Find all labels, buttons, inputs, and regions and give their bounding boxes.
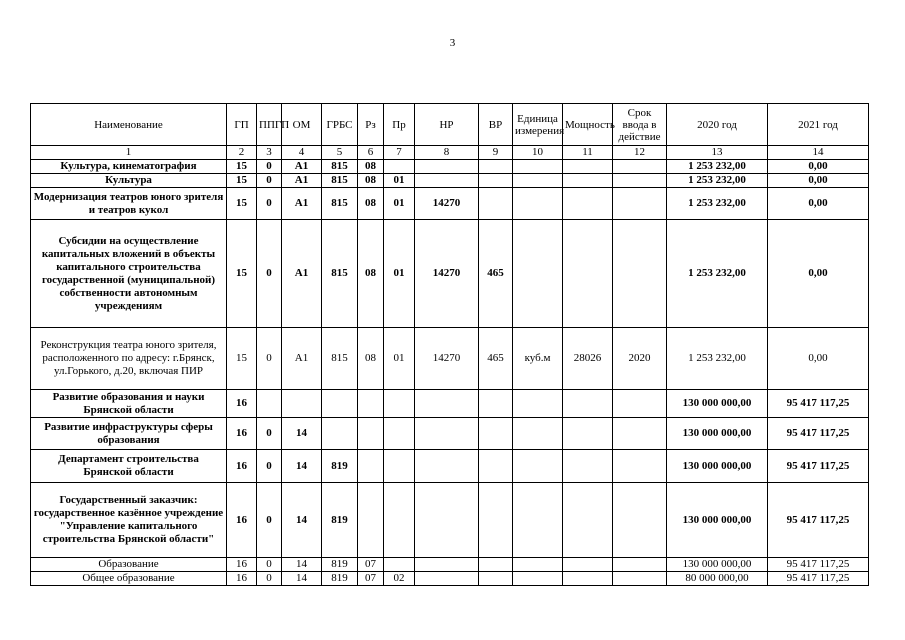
header-term: Срок ввода в действие bbox=[613, 104, 667, 146]
table-row bbox=[31, 160, 869, 174]
row-name: Субсидии на осуществление капитальных вложений в объекты капитального строительства государственной (муниципальной) собственности автономным учреждениям bbox=[31, 220, 227, 328]
row-capacity bbox=[563, 160, 613, 174]
row-gp: 16 bbox=[227, 572, 257, 586]
row-om: 14 bbox=[282, 558, 322, 572]
row-grbs: 815 bbox=[322, 174, 358, 188]
row-unit bbox=[513, 450, 563, 483]
row-unit bbox=[513, 160, 563, 174]
row-pr: 01 bbox=[384, 174, 415, 188]
row-2021: 95 417 117,25 bbox=[768, 390, 869, 418]
row-grbs: 819 bbox=[322, 558, 358, 572]
row-capacity bbox=[563, 558, 613, 572]
header-nr: НР bbox=[415, 104, 479, 146]
row-pr bbox=[384, 483, 415, 558]
row-name: Культура, кинематография bbox=[31, 160, 227, 174]
row-2020: 1 253 232,00 bbox=[667, 220, 768, 328]
page-number: 3 bbox=[449, 37, 456, 49]
table-row bbox=[31, 450, 869, 483]
header-unit: Единица измерения bbox=[513, 104, 563, 146]
row-rz bbox=[358, 390, 384, 418]
header-grbs: ГРБС bbox=[322, 104, 358, 146]
row-2020: 130 000 000,00 bbox=[667, 450, 768, 483]
row-ppgp: 0 bbox=[257, 328, 282, 390]
row-2020: 1 253 232,00 bbox=[667, 328, 768, 390]
row-unit bbox=[513, 220, 563, 328]
row-pr bbox=[384, 418, 415, 450]
row-ppgp: 0 bbox=[257, 160, 282, 174]
row-2020: 1 253 232,00 bbox=[667, 174, 768, 188]
row-term bbox=[613, 160, 667, 174]
row-ppgp bbox=[257, 390, 282, 418]
row-nr bbox=[415, 450, 479, 483]
row-vr bbox=[479, 558, 513, 572]
row-vr bbox=[479, 188, 513, 220]
row-2021: 0,00 bbox=[768, 220, 869, 328]
row-term bbox=[613, 188, 667, 220]
row-ppgp: 0 bbox=[257, 572, 282, 586]
row-term bbox=[613, 418, 667, 450]
column-number: 13 bbox=[667, 146, 768, 160]
row-2021: 95 417 117,25 bbox=[768, 483, 869, 558]
row-grbs: 819 bbox=[322, 572, 358, 586]
column-number: 7 bbox=[384, 146, 415, 160]
row-ppgp: 0 bbox=[257, 220, 282, 328]
row-gp: 16 bbox=[227, 483, 257, 558]
row-vr bbox=[479, 450, 513, 483]
row-nr bbox=[415, 390, 479, 418]
row-rz bbox=[358, 418, 384, 450]
row-gp: 15 bbox=[227, 160, 257, 174]
row-2021: 0,00 bbox=[768, 174, 869, 188]
row-om: 14 bbox=[282, 483, 322, 558]
row-name: Реконструкция театра юного зрителя, расположенного по адресу: г.Брянск, ул.Горького, д.20, включая ПИР bbox=[31, 328, 227, 390]
row-capacity bbox=[563, 572, 613, 586]
row-nr bbox=[415, 174, 479, 188]
row-pr: 01 bbox=[384, 188, 415, 220]
row-om: 14 bbox=[282, 572, 322, 586]
row-pr bbox=[384, 160, 415, 174]
row-ppgp: 0 bbox=[257, 418, 282, 450]
row-nr bbox=[415, 558, 479, 572]
row-rz bbox=[358, 483, 384, 558]
row-gp: 15 bbox=[227, 188, 257, 220]
header-row bbox=[31, 104, 869, 146]
header-gp: ГП bbox=[227, 104, 257, 146]
header-capacity: Мощность bbox=[563, 104, 613, 146]
row-pr: 01 bbox=[384, 328, 415, 390]
header-rz: Рз bbox=[358, 104, 384, 146]
row-gp: 16 bbox=[227, 418, 257, 450]
row-capacity bbox=[563, 174, 613, 188]
row-rz: 08 bbox=[358, 160, 384, 174]
row-rz: 08 bbox=[358, 188, 384, 220]
row-unit bbox=[513, 572, 563, 586]
column-number: 12 bbox=[613, 146, 667, 160]
row-vr bbox=[479, 572, 513, 586]
row-grbs: 815 bbox=[322, 220, 358, 328]
row-term: 2020 bbox=[613, 328, 667, 390]
row-name: Общее образование bbox=[31, 572, 227, 586]
table-row bbox=[31, 174, 869, 188]
row-nr: 14270 bbox=[415, 188, 479, 220]
row-nr bbox=[415, 160, 479, 174]
row-2020: 80 000 000,00 bbox=[667, 572, 768, 586]
table-row bbox=[31, 572, 869, 586]
table-row bbox=[31, 220, 869, 328]
row-2020: 130 000 000,00 bbox=[667, 390, 768, 418]
row-2020: 130 000 000,00 bbox=[667, 418, 768, 450]
row-ppgp: 0 bbox=[257, 450, 282, 483]
row-om: 14 bbox=[282, 418, 322, 450]
row-rz: 08 bbox=[358, 328, 384, 390]
row-2020: 1 253 232,00 bbox=[667, 160, 768, 174]
row-om: 14 bbox=[282, 450, 322, 483]
row-grbs: 815 bbox=[322, 188, 358, 220]
row-2021: 95 417 117,25 bbox=[768, 558, 869, 572]
row-2021: 95 417 117,25 bbox=[768, 418, 869, 450]
row-name: Образование bbox=[31, 558, 227, 572]
row-capacity: 28026 bbox=[563, 328, 613, 390]
row-ppgp: 0 bbox=[257, 558, 282, 572]
row-grbs: 815 bbox=[322, 328, 358, 390]
row-term bbox=[613, 572, 667, 586]
column-number: 4 bbox=[282, 146, 322, 160]
row-vr bbox=[479, 483, 513, 558]
row-nr: 14270 bbox=[415, 220, 479, 328]
row-gp: 15 bbox=[227, 220, 257, 328]
table-row bbox=[31, 188, 869, 220]
row-2021: 0,00 bbox=[768, 328, 869, 390]
row-capacity bbox=[563, 450, 613, 483]
row-vr: 465 bbox=[479, 220, 513, 328]
row-term bbox=[613, 174, 667, 188]
row-vr bbox=[479, 174, 513, 188]
row-name: Развитие образования и науки Брянской области bbox=[31, 390, 227, 418]
row-om: А1 bbox=[282, 160, 322, 174]
row-unit bbox=[513, 558, 563, 572]
row-name: Культура bbox=[31, 174, 227, 188]
row-term bbox=[613, 220, 667, 328]
row-pr bbox=[384, 558, 415, 572]
column-number: 10 bbox=[513, 146, 563, 160]
table-row bbox=[31, 328, 869, 390]
row-name: Департамент строительства Брянской области bbox=[31, 450, 227, 483]
row-capacity bbox=[563, 483, 613, 558]
row-unit bbox=[513, 188, 563, 220]
row-name: Модернизация театров юного зрителя и театров кукол bbox=[31, 188, 227, 220]
header-vr: ВР bbox=[479, 104, 513, 146]
row-nr bbox=[415, 483, 479, 558]
column-number: 1 bbox=[31, 146, 227, 160]
row-name: Развитие инфраструктуры сферы образования bbox=[31, 418, 227, 450]
header-ppgp: ППГП bbox=[257, 104, 282, 146]
row-capacity bbox=[563, 390, 613, 418]
column-number: 11 bbox=[563, 146, 613, 160]
row-pr: 01 bbox=[384, 220, 415, 328]
budget-table bbox=[30, 103, 869, 586]
row-capacity bbox=[563, 220, 613, 328]
row-om: А1 bbox=[282, 220, 322, 328]
table-row bbox=[31, 558, 869, 572]
row-2021: 95 417 117,25 bbox=[768, 572, 869, 586]
column-number-row bbox=[31, 146, 869, 160]
row-grbs bbox=[322, 390, 358, 418]
row-unit bbox=[513, 418, 563, 450]
row-capacity bbox=[563, 188, 613, 220]
row-2020: 130 000 000,00 bbox=[667, 483, 768, 558]
row-term bbox=[613, 558, 667, 572]
column-number: 5 bbox=[322, 146, 358, 160]
table-row bbox=[31, 390, 869, 418]
row-grbs: 819 bbox=[322, 483, 358, 558]
row-ppgp: 0 bbox=[257, 174, 282, 188]
row-gp: 16 bbox=[227, 450, 257, 483]
row-rz: 08 bbox=[358, 174, 384, 188]
column-number: 14 bbox=[768, 146, 869, 160]
row-pr bbox=[384, 450, 415, 483]
row-unit bbox=[513, 174, 563, 188]
row-grbs: 819 bbox=[322, 450, 358, 483]
row-om: А1 bbox=[282, 328, 322, 390]
row-term bbox=[613, 450, 667, 483]
row-nr bbox=[415, 418, 479, 450]
column-number: 8 bbox=[415, 146, 479, 160]
row-2020: 1 253 232,00 bbox=[667, 188, 768, 220]
row-unit: куб.м bbox=[513, 328, 563, 390]
row-grbs: 815 bbox=[322, 160, 358, 174]
row-vr bbox=[479, 418, 513, 450]
column-number: 9 bbox=[479, 146, 513, 160]
row-ppgp: 0 bbox=[257, 188, 282, 220]
table-row bbox=[31, 483, 869, 558]
row-term bbox=[613, 483, 667, 558]
header-name: Наименование bbox=[31, 104, 227, 146]
column-number: 2 bbox=[227, 146, 257, 160]
row-unit bbox=[513, 483, 563, 558]
row-2021: 0,00 bbox=[768, 188, 869, 220]
row-om bbox=[282, 390, 322, 418]
row-vr bbox=[479, 160, 513, 174]
row-term bbox=[613, 390, 667, 418]
row-vr bbox=[479, 390, 513, 418]
column-number: 3 bbox=[257, 146, 282, 160]
row-nr: 14270 bbox=[415, 328, 479, 390]
row-capacity bbox=[563, 418, 613, 450]
row-rz: 07 bbox=[358, 572, 384, 586]
row-nr bbox=[415, 572, 479, 586]
header-2021: 2021 год bbox=[768, 104, 869, 146]
table-row bbox=[31, 418, 869, 450]
row-unit bbox=[513, 390, 563, 418]
column-number: 6 bbox=[358, 146, 384, 160]
row-grbs bbox=[322, 418, 358, 450]
row-om: А1 bbox=[282, 174, 322, 188]
row-ppgp: 0 bbox=[257, 483, 282, 558]
row-om: А1 bbox=[282, 188, 322, 220]
row-gp: 16 bbox=[227, 390, 257, 418]
row-rz bbox=[358, 450, 384, 483]
row-2021: 95 417 117,25 bbox=[768, 450, 869, 483]
row-gp: 15 bbox=[227, 328, 257, 390]
row-pr: 02 bbox=[384, 572, 415, 586]
row-gp: 15 bbox=[227, 174, 257, 188]
row-rz: 08 bbox=[358, 220, 384, 328]
row-vr: 465 bbox=[479, 328, 513, 390]
header-om: ОМ bbox=[282, 104, 322, 146]
row-2020: 130 000 000,00 bbox=[667, 558, 768, 572]
header-2020: 2020 год bbox=[667, 104, 768, 146]
row-name: Государственный заказчик: государственное казённое учреждение "Управление капитального строительства Брянской области" bbox=[31, 483, 227, 558]
row-2021: 0,00 bbox=[768, 160, 869, 174]
row-rz: 07 bbox=[358, 558, 384, 572]
header-pr: Пр bbox=[384, 104, 415, 146]
row-pr bbox=[384, 390, 415, 418]
row-gp: 16 bbox=[227, 558, 257, 572]
